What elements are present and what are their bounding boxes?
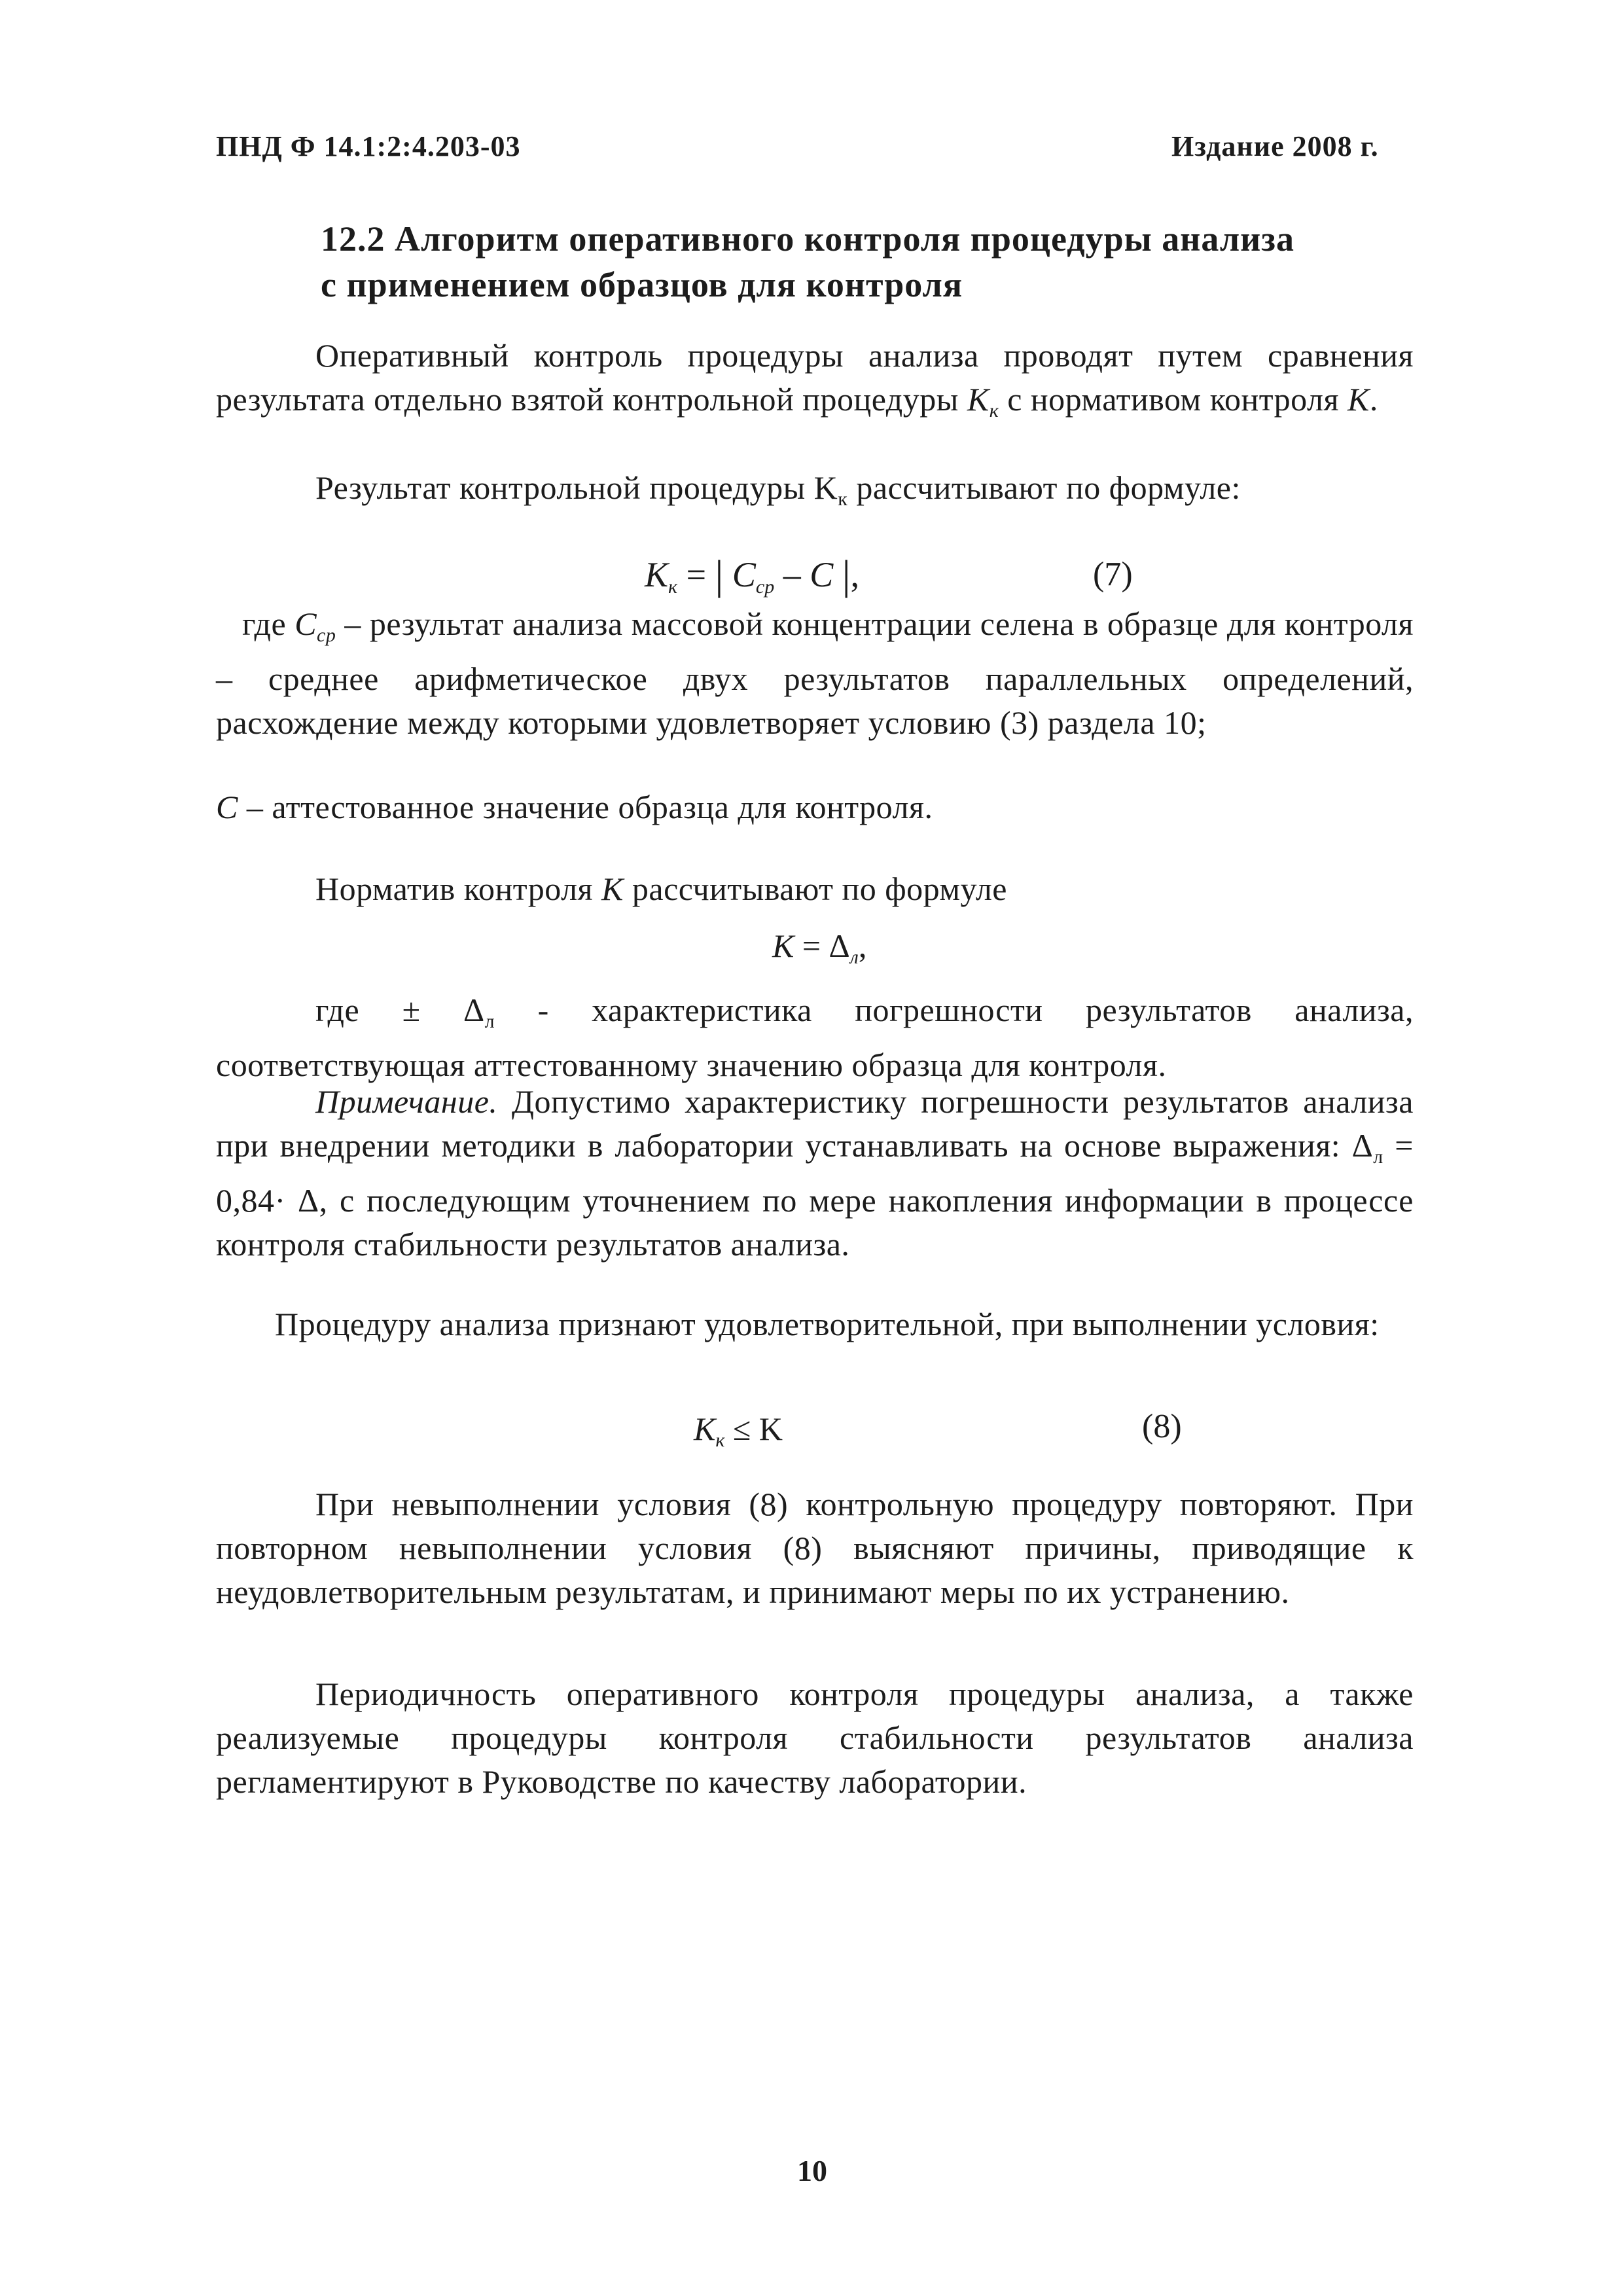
definition-c-avg-symbol: C [294, 605, 317, 642]
formula-norm-k: K [772, 927, 794, 964]
definition-where: где [242, 605, 295, 642]
definition-c [216, 785, 1414, 829]
var-k: K [1347, 381, 1370, 418]
definition-delta-text: - характеристика погрешности результатов анализа, соответствующая аттестованному значению образца для контроля. [216, 992, 1414, 1083]
paragraph-intro-mid: с нормативом контроля [999, 381, 1347, 418]
formula-norm-sub: л [849, 946, 859, 968]
section-title-line-2: с применением образцов для контроля [321, 265, 963, 304]
document-code: ПНД Ф 14.1:2:4.203-03 [216, 130, 521, 162]
paragraph-norm-end: рассчитывают по формуле [623, 870, 1007, 907]
formula-7-minus: – [774, 555, 810, 594]
formula-norm [772, 924, 866, 979]
formula-norm-eq: = Δ [794, 927, 850, 964]
note-text-a: Допустимо характеристику погрешности результатов анализа при внедрении методики в лаборатории устанавливать на основе выражения: Δ [216, 1083, 1414, 1164]
abs-bar-left: | [715, 552, 724, 598]
formula-7 [645, 551, 859, 600]
formula-7-equals: = [677, 555, 715, 594]
formula-norm-end: , [858, 927, 867, 964]
note-sub: л [1373, 1146, 1383, 1168]
definition-c-avg [216, 602, 1414, 745]
formula-7-c-avg-sub: ср [755, 576, 775, 598]
var-kk: K [967, 381, 990, 418]
definition-delta-lead: где ± Δ [315, 992, 485, 1028]
paragraph-result-text: Результат контрольной процедуры K [315, 469, 838, 506]
edition-year: Издание 2008 г. [1171, 130, 1379, 162]
definition-delta [216, 988, 1414, 1087]
formula-7-comma: , [850, 555, 860, 594]
formula-7-c-avg: C [732, 555, 756, 594]
page-number: 10 [797, 2154, 827, 2187]
formula-8-lhs-sub: к [715, 1429, 725, 1451]
paragraph-result-sub: к [838, 488, 848, 510]
section-title-line-1: 12.2 Алгоритм оперативного контроля процедуры анализа [321, 219, 1294, 259]
note-paragraph [216, 1080, 1414, 1266]
formula-8-lhs: K [694, 1410, 716, 1447]
definition-c-symbol: C [216, 789, 238, 825]
definition-c-avg-text: – результат анализа массовой концентрации селена в образце для контроля – среднее арифметическое двух результатов параллельных определений, расхождение между которыми удовлетворяет условию (3) раздела 10; [216, 605, 1414, 741]
note-label: Примечание. [315, 1083, 498, 1120]
note-text-b: = 0,84· Δ, с последующим уточнением по мере накопления информации в процессе контроля стабильности результатов анализа. [216, 1127, 1414, 1263]
paragraph-periodicity: Периодичность оперативного контроля процедуры анализа, а также реализуемые процедуры контроля стабильности результатов анализа регламентируют в Руководстве по качеству лаборатории. [216, 1676, 1414, 1800]
definition-c-text: – аттестованное значение образца для контроля. [238, 789, 933, 825]
paragraph-result-formula [216, 466, 1414, 521]
formula-7-lhs-sub: к [668, 576, 678, 598]
paragraph-norm [216, 867, 1414, 911]
paragraph-intro [216, 334, 1414, 433]
paragraph-intro-end: . [1369, 381, 1378, 418]
var-kk-sub: к [989, 400, 999, 422]
paragraph-norm-text: Норматив контроля [315, 870, 602, 907]
paragraph-condition: Процедуру анализа признают удовлетворительной, при выполнении условия: [275, 1306, 1380, 1342]
abs-bar-right: | [842, 552, 851, 598]
paragraph-failure: При невыполнении условия (8) контрольную процедуру повторяют. При повторном невыполнении условия (8) выясняют причины, приводящие к неудовлетворительным результатам, и принимают меры по их устранению. [216, 1486, 1414, 1610]
definition-delta-sub: л [484, 1011, 495, 1032]
formula-7-lhs: K [645, 555, 669, 594]
formula-8-relation: ≤ K [724, 1410, 783, 1447]
section-title [321, 216, 1433, 308]
formula-8 [694, 1407, 783, 1462]
formula-7-c: C [810, 555, 834, 594]
formula-7-number: (7) [1093, 556, 1133, 593]
definition-c-avg-sub: ср [317, 624, 336, 646]
paragraph-norm-k: K [601, 870, 624, 907]
formula-8-number: (8) [1142, 1408, 1182, 1445]
paragraph-intro-text: Оперативный контроль процедуры анализа проводят путем сравнения результата отдельно взятой контрольной процедуры [216, 337, 1414, 418]
paragraph-result-end: рассчитывают по формуле: [847, 469, 1241, 506]
